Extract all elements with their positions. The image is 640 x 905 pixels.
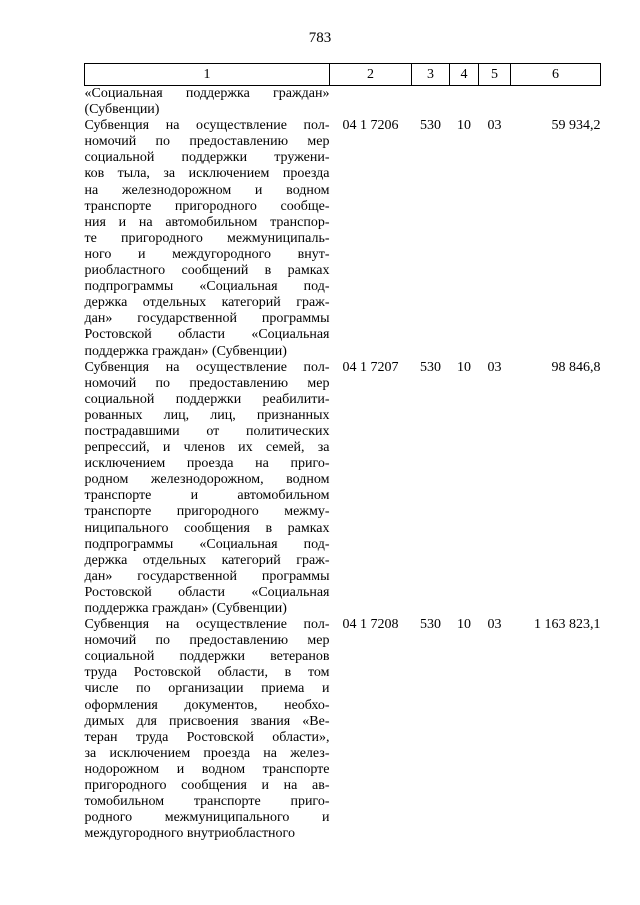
description-line: транспорте пригородного межму- bbox=[84, 504, 330, 520]
description-line: за исключением проезда на желез- bbox=[84, 745, 330, 761]
section-code: 10 bbox=[457, 617, 471, 633]
target-article-code bbox=[330, 86, 412, 119]
description-line: риобластного сообщений в рамках bbox=[84, 263, 330, 279]
description-line: номочий по предоставлению мер bbox=[84, 134, 330, 150]
description-line: ния и на автомобильном транспор- bbox=[84, 214, 330, 230]
description-line: держка отдельных категорий граж- bbox=[84, 295, 330, 311]
row-description bbox=[85, 617, 330, 842]
description-line: поддержка граждан» (Субвенции) bbox=[84, 343, 287, 359]
subsection-code bbox=[479, 86, 511, 119]
expense-type-code: 530 bbox=[420, 617, 441, 633]
amount-value: 59 934,2 bbox=[551, 118, 601, 134]
table-header-row bbox=[85, 64, 601, 86]
description-line: те пригородного межмуниципаль- bbox=[84, 230, 330, 246]
description-line: репрессий, и членов их семей, за bbox=[84, 440, 330, 456]
description-line: дан» государственной программы bbox=[84, 568, 330, 584]
row-description bbox=[85, 360, 330, 618]
expense-type-code: 530 bbox=[420, 118, 441, 134]
section-code: 10 bbox=[457, 359, 471, 375]
description-line: оформления документов, необхо- bbox=[84, 697, 330, 713]
column-header: 2 bbox=[330, 64, 412, 86]
description-line: томобильном транспорте приго- bbox=[84, 794, 330, 810]
description-line: дан» государственной программы bbox=[84, 311, 330, 327]
section-code bbox=[450, 86, 479, 119]
description-line: (Субвенции) bbox=[84, 102, 160, 118]
description-line: исключением проезда на приго- bbox=[84, 456, 330, 472]
page-number: 783 bbox=[308, 30, 332, 46]
description-line: ниципального сообщения в рамках bbox=[84, 520, 330, 536]
subsection-code: 03 bbox=[487, 118, 502, 134]
table-row bbox=[85, 360, 601, 618]
description-line: нодорожном и водном транспорте bbox=[84, 761, 330, 777]
description-line: социальной поддержки ветеранов bbox=[84, 649, 330, 665]
description-line: социальной поддержки реабилити- bbox=[84, 391, 330, 407]
row-description bbox=[85, 118, 330, 359]
description-line: пригородного сообщения и на ав- bbox=[84, 778, 330, 794]
description-line: ного и междугородного внут- bbox=[84, 246, 330, 262]
description-line: номочий по предоставлению мер bbox=[84, 375, 330, 391]
column-header: 3 bbox=[412, 64, 450, 86]
column-header: 1 bbox=[85, 64, 330, 86]
description-line: Ростовской области «Социальная bbox=[84, 584, 330, 600]
amount-value: 1 163 823,1 bbox=[534, 617, 601, 633]
column-header: 5 bbox=[479, 64, 511, 86]
description-line: труда Ростовской области, в том bbox=[84, 665, 330, 681]
table-row bbox=[85, 86, 601, 119]
description-line: Субвенция на осуществление пол- bbox=[84, 359, 330, 375]
description-line: Субвенция на осуществление пол- bbox=[84, 617, 330, 633]
description-line: числе по организации приема и bbox=[84, 681, 330, 697]
expense-type-code bbox=[412, 86, 450, 119]
subsection-code: 03 bbox=[487, 617, 502, 633]
description-line: социальной поддержки тружени- bbox=[84, 150, 330, 166]
target-article-code: 04 1 7207 bbox=[342, 359, 399, 375]
subsection-code: 03 bbox=[487, 359, 502, 375]
description-line: поддержка граждан» (Субвенции) bbox=[84, 601, 287, 616]
description-line: на железнодорожном и водном bbox=[84, 182, 330, 198]
expense-type-code: 530 bbox=[420, 359, 441, 375]
section-code: 10 bbox=[457, 118, 471, 134]
row-description bbox=[85, 86, 330, 119]
amount-value bbox=[511, 86, 601, 119]
amount-value: 98 846,8 bbox=[551, 359, 601, 375]
description-line: пострадавшими от политических bbox=[84, 423, 330, 439]
column-header: 4 bbox=[450, 64, 479, 86]
description-line: Ростовской области «Социальная bbox=[84, 327, 330, 343]
description-line: родном железнодорожном, водном bbox=[84, 472, 330, 488]
description-line: транспорте и автомобильном bbox=[84, 488, 330, 504]
target-article-code: 04 1 7206 bbox=[342, 118, 399, 134]
description-line: транспорте пригородного сообще- bbox=[84, 198, 330, 214]
description-line: ков тыла, за исключением проезда bbox=[84, 166, 330, 182]
description-line: номочий по предоставлению мер bbox=[84, 633, 330, 649]
description-line: междугородного внутриобластного bbox=[84, 826, 295, 842]
description-line: подпрограммы «Социальная под- bbox=[84, 536, 330, 552]
table-row bbox=[85, 617, 601, 842]
description-line: родного межмуниципального и bbox=[84, 810, 330, 826]
description-line: рованных лиц, лиц, признанных bbox=[84, 407, 330, 423]
description-line: «Социальная поддержка граждан» bbox=[84, 86, 330, 101]
description-line: димых для присвоения звания «Ве- bbox=[84, 713, 330, 729]
table-row bbox=[85, 118, 601, 359]
description-line: подпрограммы «Социальная под- bbox=[84, 279, 330, 295]
budget-table bbox=[84, 63, 601, 842]
description-line: Субвенция на осуществление пол- bbox=[84, 118, 330, 134]
description-line: теран труда Ростовской области», bbox=[84, 729, 330, 745]
description-line: держка отдельных категорий граж- bbox=[84, 552, 330, 568]
target-article-code: 04 1 7208 bbox=[342, 617, 399, 633]
column-header: 6 bbox=[511, 64, 601, 86]
